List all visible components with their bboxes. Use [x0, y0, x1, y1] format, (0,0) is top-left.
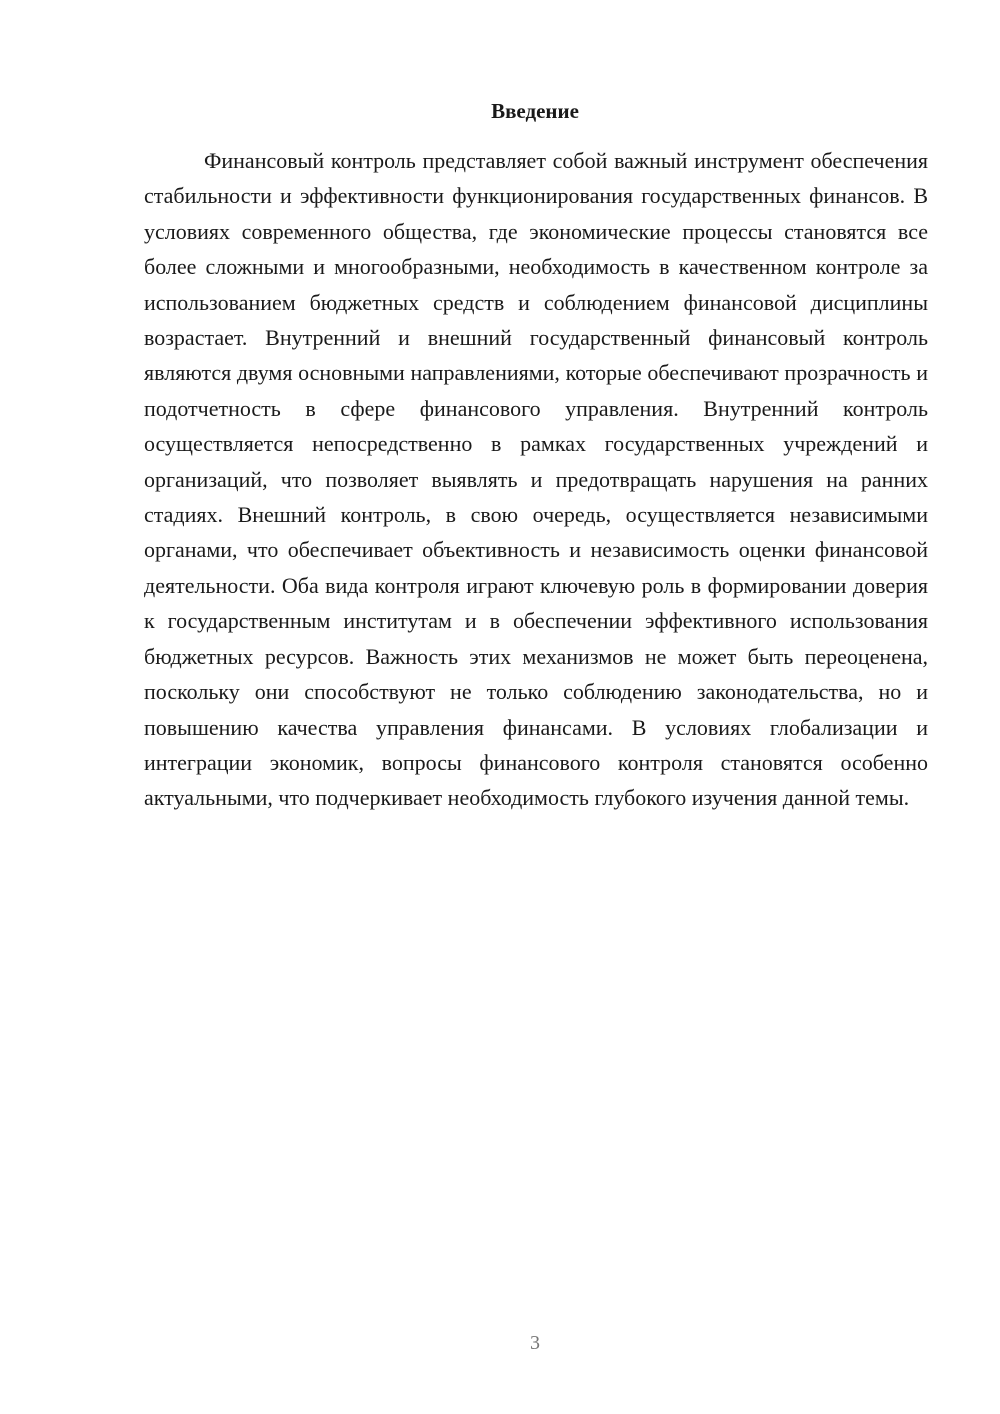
- page-number: 3: [530, 1332, 540, 1354]
- body-paragraph: Финансовый контроль представляет собой важный инструмент обеспечения стабильности и эффективности функционирования государственных финансов. В условиях современного общества, где экономические процессы становятся все более сложными и многообразными, необходимость в качественном контроле за использованием бюджетных средств и соблюдением финансовой дисциплины возрастает. Внутренний и внешний государственный финансовый контроль являются двумя основными направлениями, которые обеспечивают прозрачность и подотчетность в сфере финансового управления. Внутренний контроль осуществляется непосредственно в рамках государственных учреждений и организаций, что позволяет выявлять и предотвращать нарушения на ранних стадиях. Внешний контроль, в свою очередь, осуществляется независимыми органами, что обеспечивает объективность и независимость оценки финансовой деятельности. Оба вида контроля играют ключевую роль в формировании доверия к государственным институтам и в обеспечении эффективного использования бюджетных ресурсов. Важность этих механизмов не может быть переоценена, поскольку они способствуют не только соблюдению законодательства, но и повышению качества управления финансами. В условиях глобализации и интеграции экономик, вопросы финансового контроля становятся особенно актуальными, что подчеркивает необходимость глубокого изучения данной темы.: [144, 148, 928, 811]
- section-heading: Введение: [491, 99, 579, 123]
